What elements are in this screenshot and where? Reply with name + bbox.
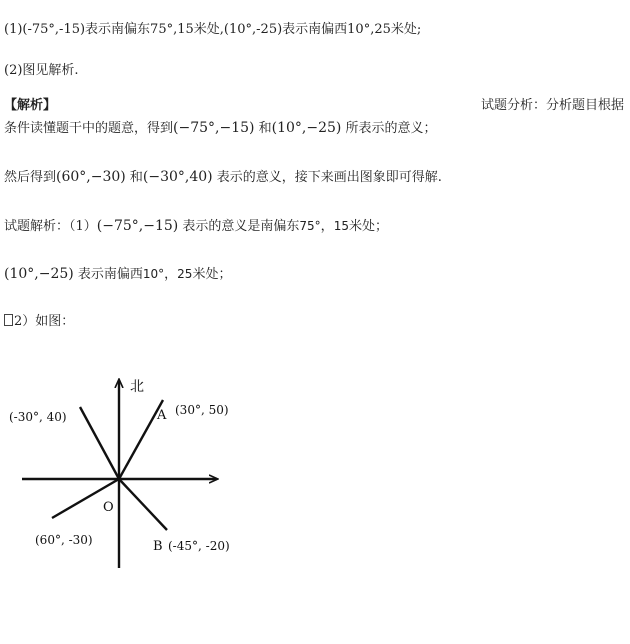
north-label: 北 — [130, 379, 144, 395]
answer-line-2 — [4, 62, 79, 80]
analysis-line1-c: 所表示的意义； — [341, 121, 437, 136]
solution-line2-b: 表示南偏西 — [73, 267, 143, 282]
solution-line-3 — [4, 313, 74, 331]
point-a-coord: (30°, 50) — [175, 403, 229, 417]
solution-line-1 — [4, 217, 388, 236]
analysis-line1-m1: (−75°,−15) — [173, 120, 255, 136]
analysis-line1-m2: (10°,−25) — [271, 120, 342, 136]
solution-line3-text: 2）如图： — [14, 314, 75, 329]
ray-upper-left — [80, 407, 119, 479]
analysis-line2-c: 表示的意义，接下来画出图象即可得解. — [212, 170, 442, 185]
solution-line1-deg: 75° — [299, 219, 321, 233]
solution-line1-d: 米处； — [348, 219, 388, 234]
answer-text-1: (1)(-75°,-15)表示南偏东75°,15米处,(10°,-25)表示南偏西10°,25米处; — [4, 22, 422, 37]
analysis-line1-b: 和 — [254, 121, 272, 136]
point-a-label: A — [157, 408, 167, 423]
analysis-tail-note — [481, 97, 624, 115]
solution-line2-deg: 10° — [142, 267, 165, 281]
lower-left-coord: (60°, -30) — [35, 533, 93, 547]
analysis-heading — [4, 97, 56, 115]
analysis-tail-note-text: 试题分析：分析题目根据 — [480, 98, 624, 113]
missing-glyph-box-icon — [4, 314, 13, 326]
analysis-heading-text: 【解析】 — [4, 98, 57, 113]
point-b-label: B — [153, 539, 163, 554]
answer-text-2: (2)图见解析. — [4, 63, 79, 78]
solution-line1-a: 试题解析：（1） — [4, 219, 97, 234]
direction-figure — [0, 360, 300, 580]
origin-label: O — [103, 500, 114, 515]
answer-line-1 — [4, 21, 421, 39]
solution-line2-num: 25 — [177, 267, 193, 281]
analysis-line2-m2: (−30°,40) — [142, 169, 213, 185]
analysis-line2-a: 然后得到 — [4, 170, 57, 185]
solution-line2-m1: (10°,−25) — [4, 266, 74, 282]
analysis-line-2 — [4, 168, 442, 187]
ray-point-b — [119, 479, 167, 530]
solution-line1-m1: (−75°,−15) — [96, 218, 179, 234]
upper-left-coord: (-30°, 40) — [9, 410, 67, 424]
solution-line1-num: 15 — [333, 219, 349, 233]
solution-line2-c: ， — [164, 267, 178, 282]
analysis-line2-m1: (60°,−30) — [56, 169, 126, 185]
solution-line2-d: 米处； — [192, 267, 232, 282]
analysis-line1-a: 条件读懂题干中的题意，得到 — [4, 121, 174, 136]
analysis-line-1 — [4, 119, 437, 138]
point-b-coord: (-45°, -20) — [168, 539, 230, 553]
analysis-line2-b: 和 — [125, 170, 143, 185]
solution-line1-c: ， — [320, 219, 334, 234]
solution-line1-b: 表示的意义是南偏东 — [178, 219, 300, 234]
solution-line-2 — [4, 265, 231, 284]
